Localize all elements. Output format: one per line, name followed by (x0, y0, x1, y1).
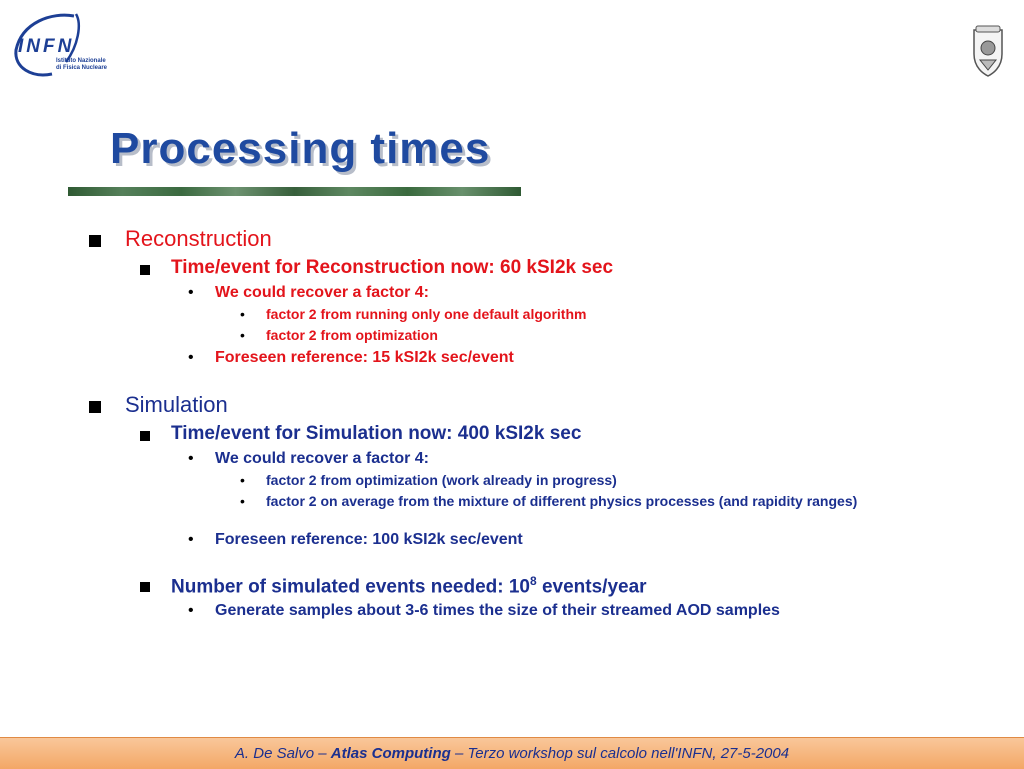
dot-bullet-icon: • (188, 531, 194, 548)
reco-factor-b-text: factor 2 from optimization (266, 327, 438, 343)
reco-recover-text: We could recover a factor 4: (215, 284, 429, 301)
sim-time-text: Time/event for Simulation now: 400 kSI2k sec (171, 423, 582, 444)
university-seal-icon (970, 24, 1006, 78)
dot-bullet-icon: • (240, 472, 245, 488)
square-bullet-icon (140, 431, 150, 441)
slide-title: Processing times (110, 124, 491, 173)
infn-logo-text: INFN (18, 36, 75, 57)
dot-bullet-icon: • (240, 493, 245, 509)
reconstruction-heading: Reconstruction (125, 226, 272, 251)
sim-factor-a-text: factor 2 from optimization (work already in progress) (266, 472, 617, 488)
sim-samples-text: Generate samples about 3-6 times the size of their streamed AOD samples (215, 602, 780, 619)
simulation-heading: Simulation (125, 392, 228, 417)
infn-logo-subtitle: Istituto Nazionale di Fisica Nucleare (56, 58, 108, 71)
reco-factor-a-text: factor 2 from running only one default algorithm (266, 306, 587, 322)
dot-bullet-icon: • (188, 349, 194, 366)
footer-text (0, 745, 1024, 762)
square-bullet-icon (140, 265, 150, 275)
dot-bullet-icon: • (188, 284, 194, 301)
infn-logo (12, 10, 112, 82)
footer-event: – Terzo workshop sul calcolo nell'INFN, 27-5-2004 (450, 745, 790, 762)
dot-bullet-icon: • (240, 327, 245, 343)
sim-factor-b-text: factor 2 on average from the mixture of different physics processes (and rapidity ranges) (266, 493, 858, 509)
reco-foreseen-text: Foreseen reference: 15 kSI2k sec/event (215, 349, 514, 366)
dot-bullet-icon: • (188, 450, 194, 467)
square-bullet-icon (89, 401, 101, 413)
dot-bullet-icon: • (240, 306, 245, 322)
reco-time-text: Time/event for Reconstruction now: 60 kSI2k sec (171, 257, 614, 278)
square-bullet-icon (89, 235, 101, 247)
slide-footer (0, 737, 1024, 769)
sim-recover-text: We could recover a factor 4: (215, 450, 429, 467)
footer-talk: Atlas Computing (330, 745, 451, 762)
sim-events-needed-text: Number of simulated events needed: $10^8$ events/year (171, 574, 647, 598)
sim-foreseen-text: Foreseen reference: 100 kSI2k sec/event (215, 531, 523, 548)
dot-bullet-icon: • (188, 602, 194, 619)
square-bullet-icon (140, 582, 150, 592)
footer-author: A. De Salvo – (234, 745, 331, 762)
title-underline (68, 187, 521, 196)
